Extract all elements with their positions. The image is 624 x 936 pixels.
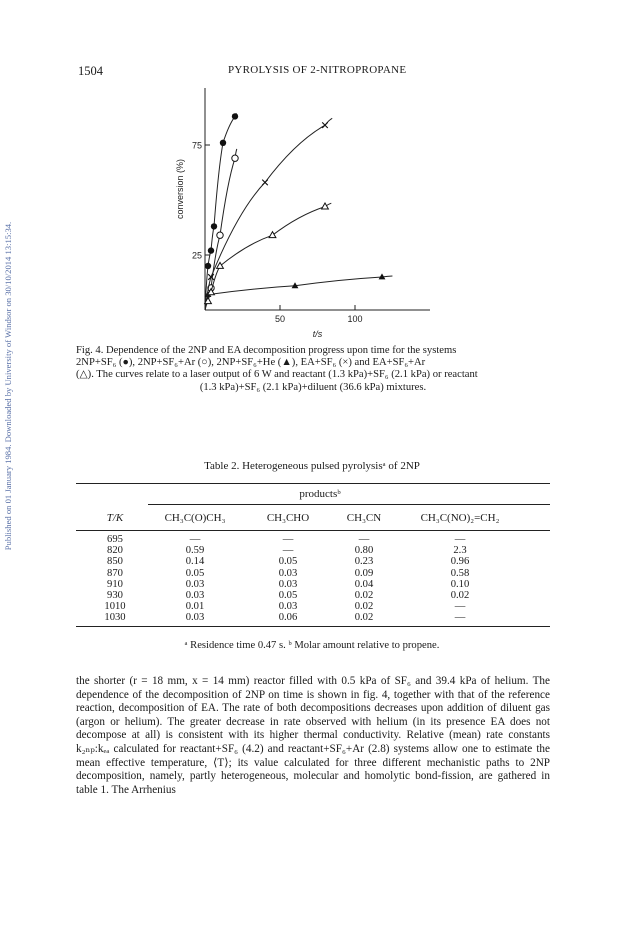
data-point-filled-circle	[211, 223, 217, 229]
y-tick-label: 25	[191, 250, 202, 261]
products-header: productsᵇ	[299, 488, 341, 500]
body-paragraph: the shorter (r = 18 mm, x = 14 mm) reactor filled with 0.5 kPa of SF₆ and 39.4 kPa of helium. The dependence of the decomposition of 2NP on time is shown in fig. 4, together with that of the reference reaction, decomposition of EA. The rate of both decompositions decreases upon addition of diluent gas (argon or helium). The greater decrease in rate observed with helium (in its presence EA does not decompose at all) is consistent with its higher thermal conductivity. Relative (mean) rate constants k₂ₙₚ:kₑₐ calculated for reactant+SF₆ (4.2) and reactant+SF₆+Ar (2.8) systems allow one to estimate the mean effective temperature, ⟨T⟩; its value calculated for three different mechanistic paths to 2NP decomposition, namely, partly heterogeneous, molecular and homolytic bond-fission, are gathered in table 1. The Arrhenius	[76, 675, 550, 796]
table-cell: 0.02	[354, 590, 374, 601]
data-point-filled-circle	[208, 247, 214, 253]
table-cell: 0.06	[278, 612, 298, 624]
figure-caption	[76, 345, 550, 394]
products-rule	[148, 504, 550, 505]
table-cell: 0.05	[278, 590, 298, 601]
table-cell: 0.03	[185, 590, 205, 601]
table-header-rule	[76, 530, 550, 531]
data-point-open-triangle	[217, 262, 224, 268]
table-cell: 2.3	[453, 545, 467, 557]
y-axis-label: conversion (%)	[175, 158, 185, 220]
table-cell-temperature: 870	[107, 567, 123, 579]
table-cell: 0.58	[450, 567, 470, 579]
table-cell: 0.09	[354, 567, 374, 579]
running-head: PYROLYSIS OF 2-NITROPROPANE	[228, 64, 407, 76]
column-header-nitroalkene: CH₃C(NO)₂=CH₂	[420, 512, 500, 524]
table-cell: 0.04	[354, 578, 374, 590]
download-watermark: Published on 01 January 1984. Downloaded by University of Windsor on 30/10/2014 13:15:34.	[3, 221, 13, 551]
table-cell-temperature: 930	[107, 590, 123, 601]
caption-line: Fig. 4. Dependence of the 2NP and EA decomposition progress upon time for the systems	[76, 345, 457, 356]
conversion-figure	[150, 80, 450, 347]
data-point-open-circle	[217, 232, 223, 238]
table-cell: 0.96	[450, 556, 470, 568]
caption-line: (△). The curves relate to a laser output of 6 W and reactant (1.3 kPa)+SF₆ (2.1 kPa) or reactant	[76, 369, 478, 381]
data-point-filled-circle	[232, 113, 238, 119]
table-cell: 0.23	[354, 556, 374, 568]
table-cell: 0.05	[185, 567, 205, 579]
data-point-cross	[322, 122, 328, 128]
column-header-acetonitrile: CH₃CN	[346, 512, 382, 524]
x-tick-label: 50	[274, 314, 286, 324]
column-header-acetone: CH₃C(O)CH₃	[164, 512, 226, 524]
data-point-cross	[262, 180, 268, 186]
table-top-rule	[76, 483, 550, 484]
table-cell: 0.03	[278, 601, 298, 613]
page-number: 1504	[78, 64, 103, 78]
table-bottom-rule	[76, 626, 550, 627]
data-point-filled-circle	[205, 263, 211, 269]
table-cell: 0.03	[278, 567, 298, 579]
series-line	[205, 276, 392, 310]
y-tick-label: 75	[191, 140, 202, 151]
column-header-acetaldehyde: CH₃CHO	[266, 512, 310, 524]
table-cell-temperature: 910	[107, 578, 123, 590]
table-cell: —	[282, 545, 294, 557]
table-cell: —	[282, 534, 294, 545]
data-point-open-circle	[232, 155, 238, 161]
table-cell: 0.59	[185, 545, 205, 557]
table-title: Table 2. Heterogeneous pulsed pyrolysisᵃ of 2NP	[204, 460, 420, 472]
table-cell-temperature: 695	[107, 534, 123, 545]
x-axis-label: t/s	[312, 329, 323, 339]
series-line	[205, 118, 332, 310]
table-cell: —	[454, 601, 466, 613]
table-cell: —	[454, 534, 466, 545]
data-point-open-triangle	[322, 203, 329, 209]
table-cell: 0.03	[185, 612, 205, 624]
caption-line: 2NP+SF₆ (●), 2NP+SF₆+Ar (○), 2NP+SF₆+He (▲), EA+SF₆ (×) and EA+SF₆+Ar	[76, 357, 426, 369]
table-footnote: ᵃ Residence time 0.47 s. ᵇ Molar amount relative to propene.	[184, 640, 440, 651]
table-cell-temperature: 1010	[104, 601, 126, 613]
data-point-open-triangle	[269, 232, 276, 238]
data-point-cross	[208, 274, 214, 280]
column-header-t: T/K	[106, 512, 124, 524]
table-cell: —	[189, 534, 201, 545]
table-cell: 0.01	[185, 601, 205, 613]
table-cell-temperature: 1030	[104, 612, 126, 624]
series-line	[205, 203, 331, 310]
table-cell: 0.80	[354, 545, 374, 557]
data-point-filled-circle	[220, 140, 226, 146]
caption-line: (1.3 kPa)+SF₆ (2.1 kPa)+diluent (36.6 kPa) mixtures.	[199, 381, 427, 393]
table-cell: —	[454, 612, 466, 624]
table-cell: 0.02	[354, 601, 374, 613]
table-cell: 0.03	[185, 578, 205, 590]
table-cell-temperature: 850	[107, 556, 123, 568]
table-cell: 0.03	[278, 578, 298, 590]
table-cell-temperature: 820	[107, 545, 123, 557]
table-cell: —	[358, 534, 370, 545]
table-cell: 0.10	[450, 578, 470, 590]
table-cell: 0.02	[354, 612, 374, 624]
table-cell: 0.14	[185, 556, 205, 568]
table-cell: 0.02	[450, 590, 470, 601]
table-cell: 0.05	[278, 556, 298, 568]
conversion-chart	[150, 80, 450, 342]
x-tick-label: 100	[347, 314, 363, 324]
